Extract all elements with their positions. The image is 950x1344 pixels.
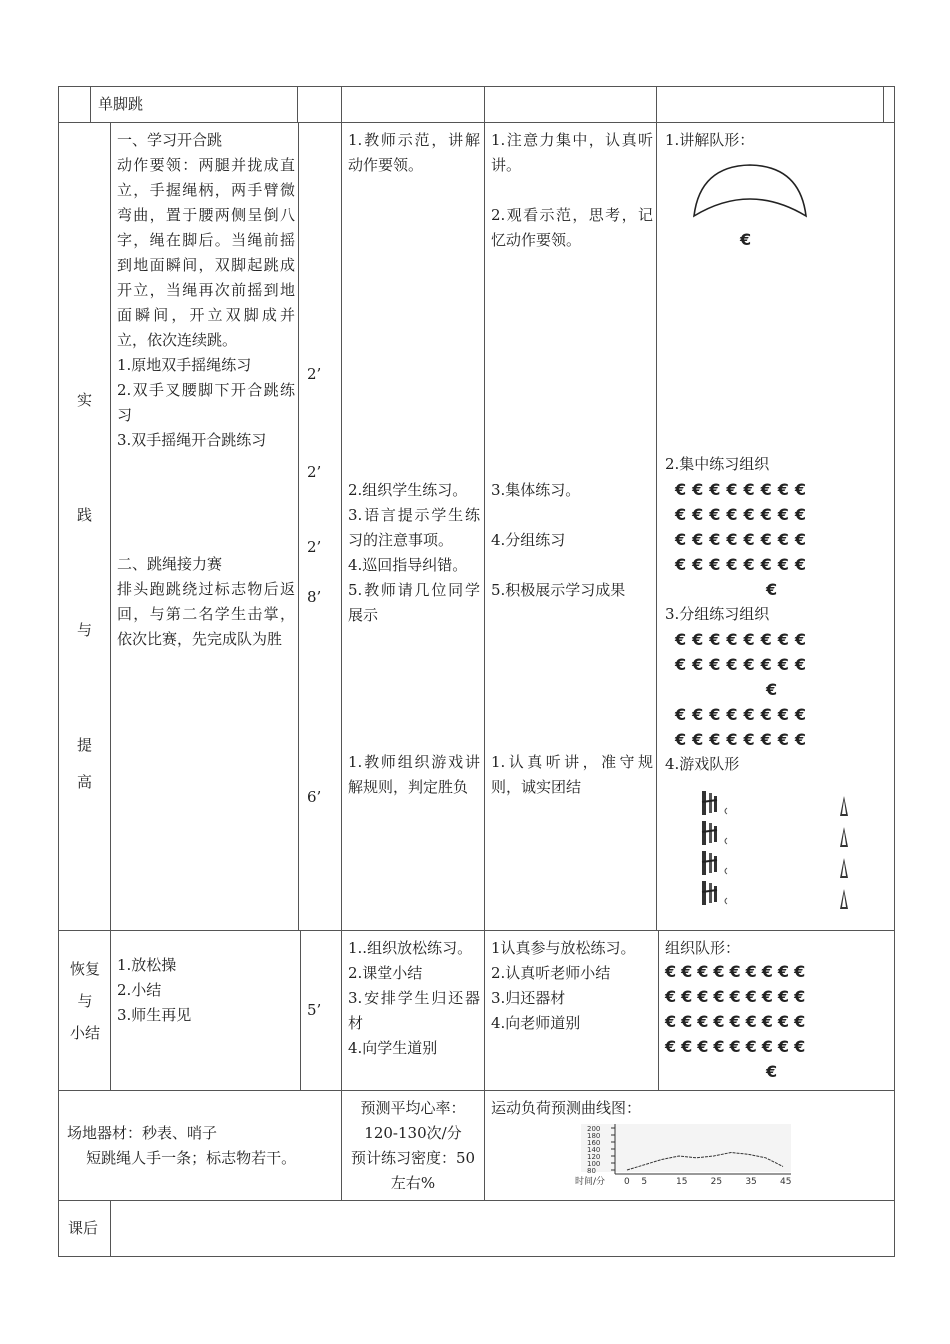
practice-time: 2’ bbox=[307, 538, 322, 556]
jumper-icon bbox=[700, 850, 720, 876]
euro-row: €€€€€€€€€ bbox=[665, 1012, 811, 1031]
heart-rate-prediction: 预测平均心率： 120-130次/分 预计练习密度：50左右% bbox=[350, 1099, 476, 1192]
teacher-euro-icon: € bbox=[766, 1062, 778, 1081]
practice-label-char: 与 bbox=[77, 621, 93, 639]
chart-x-tick-label: 25 bbox=[710, 1177, 723, 1187]
chart-x-tick-label: 35 bbox=[745, 1177, 757, 1187]
practice-label-char: 践 bbox=[77, 506, 93, 524]
cone-marker-icon bbox=[840, 858, 848, 878]
recovery-student: 1认真参与放松练习。 2.认真听老师小结 3.归还器材 4.向老师道别 bbox=[491, 939, 636, 1032]
chart-x-tick-label: 15 bbox=[676, 1177, 688, 1187]
recovery-label: 恢复 与 小结 bbox=[69, 960, 100, 1042]
chart-x-tick-label: 5 bbox=[641, 1177, 648, 1187]
chart-x-tick-label: 0 bbox=[624, 1177, 630, 1187]
euro-row: €€€€€€€€ bbox=[675, 530, 813, 549]
recovery-teacher: 1..组织放松练习。 2.课堂小结 3.安排学生归还器材 4.向学生道别 bbox=[348, 939, 480, 1057]
arc-formation-icon bbox=[690, 162, 812, 220]
teacher-euro-icon: € bbox=[766, 680, 778, 699]
equipment-text: 场地器材：秒表、哨子 短跳绳人手一条；标志物若干。 bbox=[67, 1124, 297, 1167]
euro-row: €€€€€€€€€ bbox=[665, 962, 811, 981]
practice-teacher-3: 1.教师组织游戏讲解规则，判定胜负 bbox=[348, 753, 480, 796]
practice-time: 6’ bbox=[307, 788, 322, 806]
cone-marker-icon bbox=[840, 889, 848, 909]
practice-teacher-1: 1.教师示范，讲解动作要领。 bbox=[348, 131, 480, 174]
practice-student-2: 3.集体练习。 4.分组练习 5.积极展示学习成果 bbox=[491, 481, 626, 599]
org-game-label: 4.游戏队形 bbox=[665, 755, 740, 773]
chart-y-tick-label: 80 bbox=[587, 1167, 596, 1175]
euro-row: €€€€€€€€ bbox=[675, 505, 813, 524]
chart-y-tick-label: 160 bbox=[587, 1139, 601, 1147]
chart-x-tick-label: 45 bbox=[780, 1177, 792, 1187]
euro-row: €€€€€€€€€ bbox=[665, 987, 811, 1006]
org-explain-label: 1.讲解队形： bbox=[665, 131, 755, 149]
load-curve-label: 运动负荷预测曲线图： bbox=[491, 1099, 642, 1117]
euro-row: €€€€€€€€ bbox=[675, 705, 813, 724]
practice-label-char: 高 bbox=[77, 773, 93, 791]
small-arc-icon bbox=[722, 806, 728, 906]
chart-y-tick-label: 140 bbox=[587, 1146, 601, 1154]
practice-teacher-2: 2.组织学生练习。 3.语言提示学生练习的注意事项。 4.巡回指导纠错。 5.教师请几位同学展示 bbox=[348, 481, 480, 624]
practice-student-1: 1.注意力集中，认真听讲。 2.观看示范，思考，记忆动作要领。 bbox=[491, 131, 653, 249]
chart-y-tick-label: 180 bbox=[587, 1132, 601, 1140]
practice-content: 一、学习开合跳 动作要领：两腿并拢成直立，手握绳柄，两手臂微弯曲，置于腰两侧呈倒八字，绳在脚后。当绳前摇到地面瞬间，双脚起跳成开立，当绳再次前摇到地面瞬间，开立双脚成并立，依次连续跳。 1.原地双手摇绳练习 2.双手叉腰脚下开合跳练习 3.双手摇绳开合跳练习 bbox=[117, 131, 295, 449]
jumper-icon bbox=[700, 820, 720, 846]
after-class-label: 课后 bbox=[68, 1219, 99, 1237]
practice-time: 2’ bbox=[307, 463, 322, 481]
euro-row: €€€€€€€€ bbox=[675, 480, 813, 499]
practice-time: 8’ bbox=[307, 588, 322, 606]
recovery-org-label: 组织队形： bbox=[665, 939, 741, 957]
org-group-label: 3.分组练习组织 bbox=[665, 605, 770, 623]
practice-time: 2’ bbox=[307, 365, 322, 383]
euro-row: €€€€€€€€€ bbox=[665, 1037, 811, 1056]
euro-row: €€€€€€€€ bbox=[675, 630, 813, 649]
practice-label-char: 提 bbox=[77, 736, 93, 754]
teacher-euro-icon: € bbox=[766, 580, 778, 599]
chart-y-tick-label: 100 bbox=[587, 1160, 601, 1168]
chart-y-tick-label: 120 bbox=[587, 1153, 601, 1161]
chart-xlabel: 时间/分 bbox=[575, 1177, 606, 1187]
euro-row: €€€€€€€€ bbox=[675, 655, 813, 674]
practice-student-3: 1.认真听讲，准守规则，诚实团结 bbox=[491, 753, 653, 796]
top-row-title: 单脚跳 bbox=[98, 95, 144, 113]
teacher-euro-icon: € bbox=[740, 230, 752, 249]
practice-content-relay: 二、跳绳接力赛 排头跑跳绕过标志物后返回，与第二名学生击掌，依次比赛，先完成队为胜 bbox=[117, 555, 295, 648]
load-curve-chart bbox=[565, 1122, 805, 1188]
recovery-content: 1.放松操 2.小结 3.师生再见 bbox=[117, 956, 192, 1024]
recovery-time: 5’ bbox=[307, 1001, 322, 1019]
jumper-icon bbox=[700, 790, 720, 816]
jumper-icon bbox=[700, 880, 720, 906]
practice-label-char: 实 bbox=[77, 391, 93, 409]
euro-row: €€€€€€€€ bbox=[675, 555, 813, 574]
chart-y-tick-label: 200 bbox=[587, 1125, 601, 1133]
euro-row: €€€€€€€€ bbox=[675, 730, 813, 749]
cone-marker-icon bbox=[840, 796, 848, 816]
org-concentrated-label: 2.集中练习组织 bbox=[665, 455, 770, 473]
cone-marker-icon bbox=[840, 827, 848, 847]
